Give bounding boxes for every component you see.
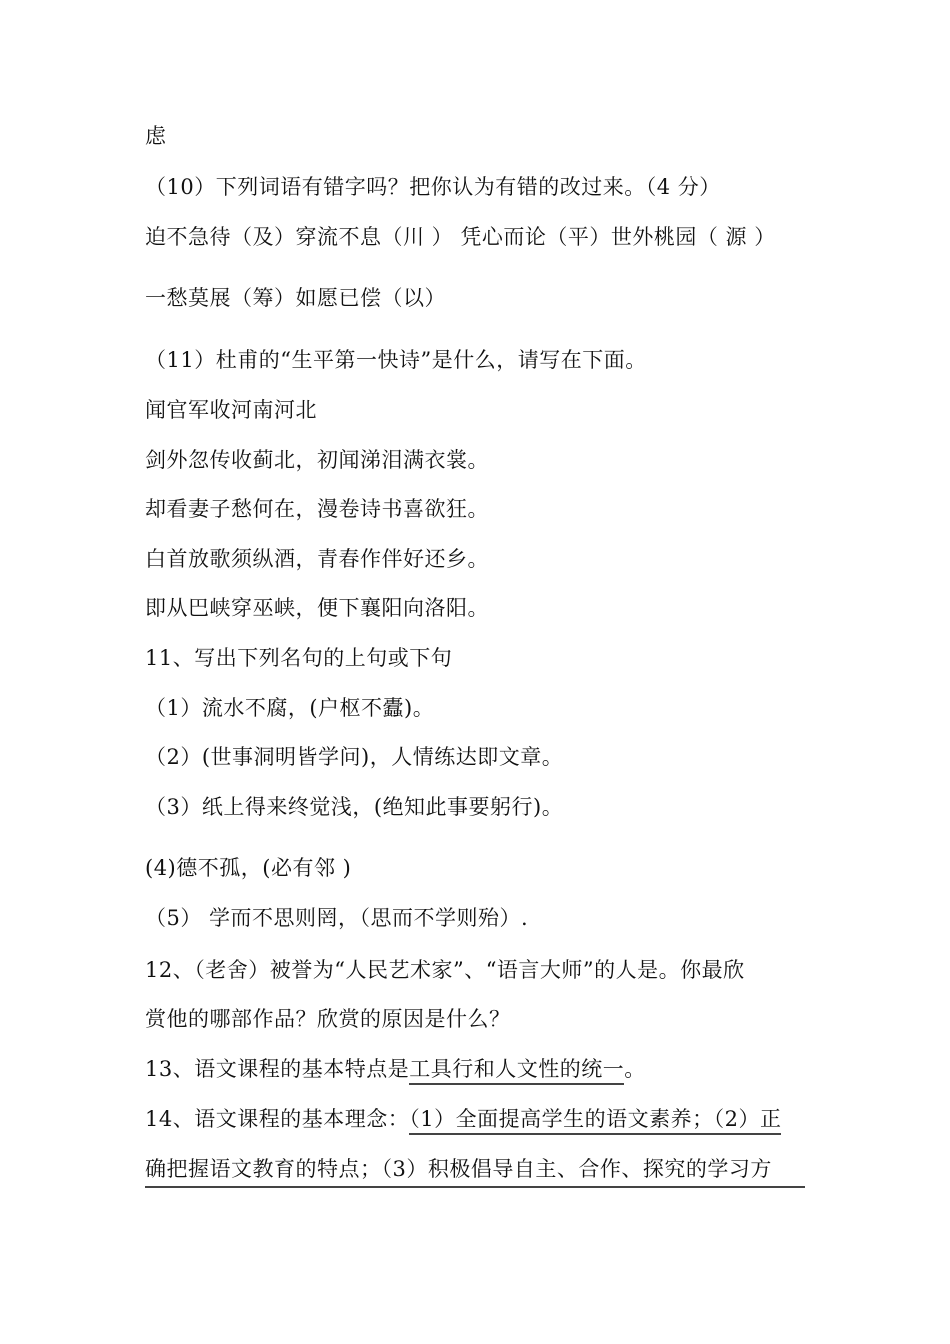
question-14-line-2 (145, 1154, 805, 1188)
question-13-prefix: 13、语文课程的基本特点是 (145, 1057, 410, 1081)
question-13-suffix: 。 (624, 1057, 646, 1081)
poem-line-3: 白首放歌须纵酒，青春作伴好还乡。 (145, 547, 489, 571)
poem-line-1: 剑外忽传收蓟北，初闻涕泪满衣裳。 (145, 448, 489, 472)
question-heading-11: 11、写出下列名句的上句或下句 (145, 646, 453, 670)
quote-2: （2）(世事洞明皆学问)，人情练达即文章。 (145, 745, 564, 769)
question-13-answer: 工具行和人文性的统一 (409, 1057, 624, 1085)
question-14-answer-2: 确把握语文教育的特点；（3）积极倡导自主、合作、探究的学习方 (145, 1154, 805, 1188)
poem-line-2: 却看妻子愁何在，漫卷诗书喜欲狂。 (145, 497, 489, 521)
quote-5: （5） 学而不思则罔，（思而不学则殆）. (145, 906, 529, 930)
question-14-line-1 (145, 1104, 781, 1134)
question-14-prefix: 14、语文课程的基本理念： (145, 1107, 410, 1131)
question-10: （10）下列词语有错字吗？把你认为有错的改过来。（4 分） (145, 175, 721, 199)
question-11: （11）杜甫的“生平第一快诗”是什么，请写在下面。 (145, 348, 647, 372)
question-14-answer-1: （1）全面提高学生的语文素养；（2）正 (409, 1107, 781, 1135)
text-line: 虑 (145, 124, 167, 148)
question-10-words-1: 迫不急待（及）穿流不息（川 ） 凭心而论（平）世外桃园（ 源 ） (145, 225, 776, 249)
quote-4: (4)德不孤，(必有邻 ) (145, 856, 352, 880)
question-13 (145, 1054, 646, 1084)
poem-title: 闻官军收河南河北 (145, 398, 317, 422)
question-12-line-2: 赏他的哪部作品？欣赏的原因是什么？ (145, 1007, 511, 1031)
question-10-words-2: 一愁莫展（筹）如愿已偿（以） (145, 286, 446, 310)
question-12-line-1: 12、（老舍）被誉为“人民艺术家”、“语言大师”的人是。你最欣 (145, 958, 745, 982)
quote-1: （1）流水不腐，(户枢不蠹)。 (145, 696, 435, 720)
quote-3: （3）纸上得来终觉浅，(绝知此事要躬行)。 (145, 795, 564, 819)
poem-line-4: 即从巴峡穿巫峡，便下襄阳向洛阳。 (145, 596, 489, 620)
